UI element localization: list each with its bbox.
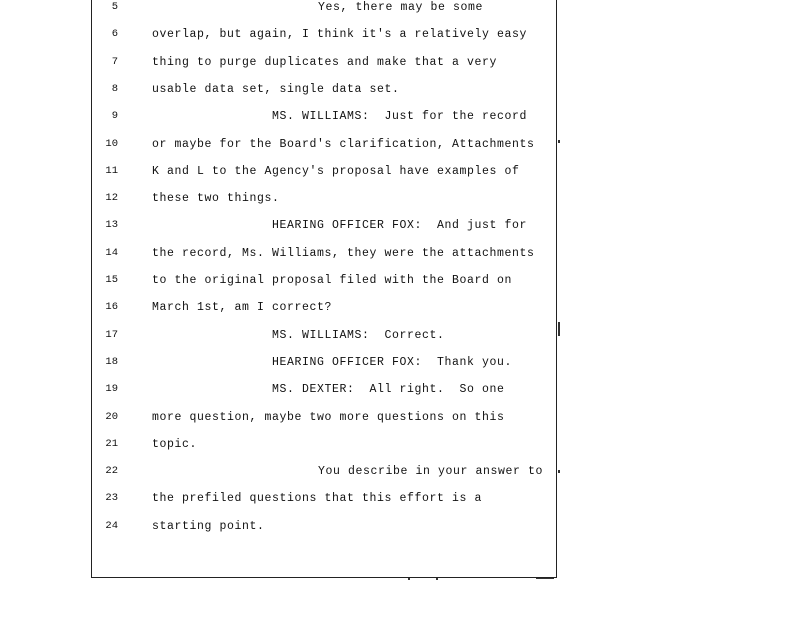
transcript-line: [0, 165, 560, 185]
transcript-line: [0, 110, 560, 130]
transcript-line: [0, 192, 560, 212]
line-text: the prefiled questions that this effort is a: [152, 492, 483, 506]
line-text: HEARING OFFICER FOX: And just for: [272, 219, 528, 233]
transcript-line: [0, 83, 560, 103]
transcript-line: [0, 492, 560, 512]
transcript-line: [0, 219, 560, 239]
transcript-line: [0, 520, 560, 540]
transcript-line: [0, 356, 560, 376]
line-text: Yes, there may be some: [318, 1, 484, 14]
transcript-line: [0, 1, 560, 21]
line-number: 11: [105, 164, 118, 177]
line-text: more question, maybe two more questions on this: [152, 410, 505, 424]
transcript-line: [0, 56, 560, 76]
transcript-line: [0, 438, 560, 458]
scan-speck: [436, 578, 438, 580]
scan-speck: [558, 470, 560, 473]
line-number: 16: [105, 301, 118, 314]
line-number: 20: [105, 410, 118, 423]
line-text: the record, Ms. Williams, they were the attachments: [152, 246, 535, 260]
line-text: starting point.: [152, 519, 265, 533]
line-text: You describe in your answer to: [318, 465, 544, 479]
transcript-line: [0, 28, 560, 48]
line-number: 5: [111, 1, 118, 13]
line-number: 24: [105, 519, 118, 532]
line-text: to the original proposal filed with the Board on: [152, 274, 513, 287]
line-text: or maybe for the Board's clarification, Attachments: [152, 137, 535, 151]
line-text: MS. WILLIAMS: Just for the record: [272, 110, 528, 124]
transcript-line: [0, 465, 560, 485]
line-number: 12: [105, 192, 118, 205]
line-number: 10: [105, 137, 118, 150]
line-text: usable data set, single data set.: [152, 82, 400, 96]
line-number: 15: [105, 274, 118, 286]
line-number: 9: [111, 110, 118, 123]
transcript-line: [0, 274, 560, 294]
line-number: 19: [105, 383, 118, 396]
line-text: thing to purge duplicates and make that a very: [152, 55, 498, 69]
line-number: 23: [105, 492, 118, 505]
transcript-line: [0, 138, 560, 158]
line-number: 8: [111, 82, 118, 95]
line-number: 17: [105, 328, 118, 341]
line-number: 7: [111, 55, 118, 68]
line-text: topic.: [152, 437, 198, 451]
line-number: 22: [105, 465, 118, 478]
line-text: March 1st, am I correct?: [152, 301, 333, 315]
transcript-line: [0, 247, 560, 267]
line-text: MS. DEXTER: All right. So one: [272, 383, 505, 397]
line-number: 6: [111, 28, 118, 41]
scan-speck: [536, 578, 554, 579]
transcript-line: [0, 301, 560, 321]
transcript-line: [0, 329, 560, 349]
line-text: MS. WILLIAMS: Correct.: [272, 328, 445, 342]
line-text: K and L to the Agency's proposal have examples of: [152, 164, 520, 178]
line-text: HEARING OFFICER FOX: Thank you.: [272, 355, 513, 369]
line-text: overlap, but again, I think it's a relatively easy: [152, 28, 528, 42]
transcript-line: [0, 411, 560, 431]
line-number: 13: [105, 219, 118, 232]
scan-speck: [558, 140, 560, 143]
transcript-line: [0, 383, 560, 403]
scan-speck: [408, 578, 410, 580]
line-number: 14: [105, 246, 118, 259]
scan-speck: [558, 322, 560, 336]
line-number: 18: [105, 355, 118, 368]
bottom-margin-rule: [91, 577, 557, 578]
line-number: 21: [105, 437, 118, 450]
line-text: these two things.: [152, 192, 280, 206]
